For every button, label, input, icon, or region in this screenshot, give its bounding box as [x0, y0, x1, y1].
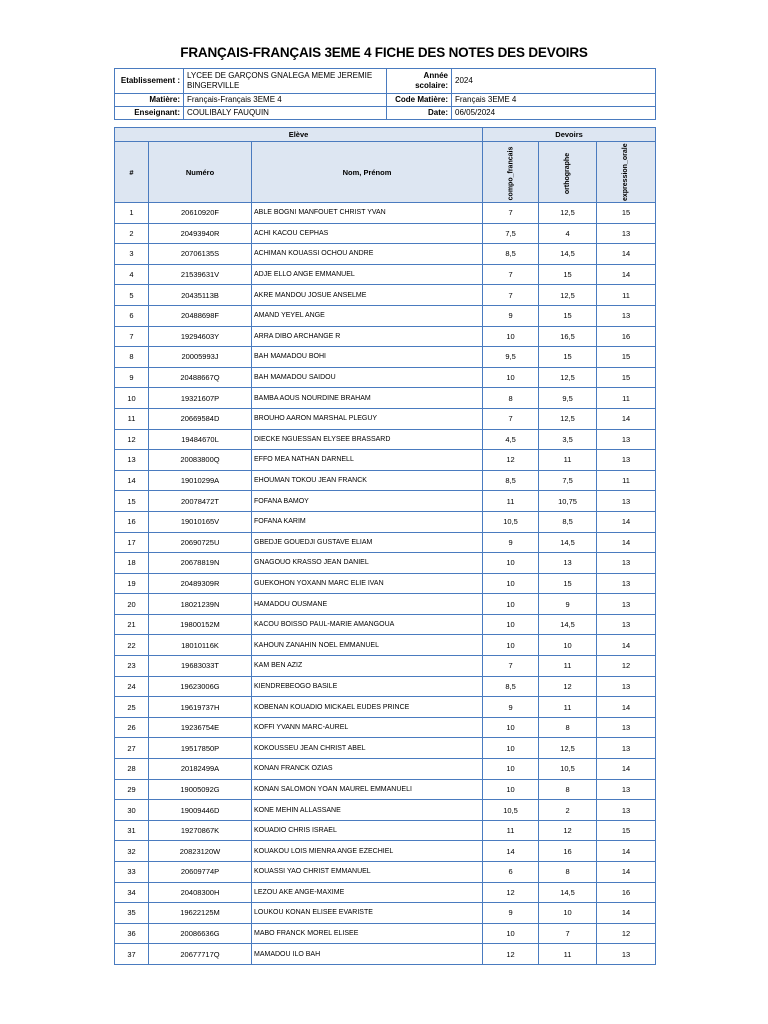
row-ortho-grade: 10 [539, 635, 597, 656]
row-index: 11 [115, 408, 149, 429]
row-numero: 19623006G [149, 676, 252, 697]
row-ortho-grade: 12,5 [539, 285, 597, 306]
row-index: 28 [115, 759, 149, 780]
row-ortho-grade: 7,5 [539, 470, 597, 491]
table-row [115, 882, 656, 903]
row-name: FOFANA KARIM [252, 511, 483, 532]
row-compo-grade: 9 [483, 903, 539, 924]
row-compo-grade: 10 [483, 326, 539, 347]
row-ortho-grade: 11 [539, 656, 597, 677]
row-index: 9 [115, 367, 149, 388]
row-compo-grade: 10 [483, 738, 539, 759]
row-name: KOBENAN KOUADIO MICKAEL EUDES PRINCE [252, 697, 483, 718]
row-name: KACOU BOISSO PAUL-MARIE AMANGOUA [252, 614, 483, 635]
row-compo-grade: 7 [483, 408, 539, 429]
table-row [115, 491, 656, 512]
row-index: 35 [115, 903, 149, 924]
row-name: GNAGOUO KRASSO JEAN DANIEL [252, 553, 483, 574]
row-compo-grade: 10 [483, 923, 539, 944]
row-numero: 20690725U [149, 532, 252, 553]
row-numero: 20488698F [149, 305, 252, 326]
table-row [115, 759, 656, 780]
row-name: ABLE BOGNI MANFOUET CHRIST YVAN [252, 203, 483, 224]
row-expression-grade: 12 [597, 923, 656, 944]
row-name: ACHIMAN KOUASSI OCHOU ANDRE [252, 244, 483, 265]
row-expression-grade: 14 [597, 244, 656, 265]
grades-table [114, 127, 656, 965]
row-expression-grade: 13 [597, 450, 656, 471]
row-name: AKRE MANDOU JOSUE ANSELME [252, 285, 483, 306]
row-index: 16 [115, 511, 149, 532]
row-name: KONAN FRANCK OZIAS [252, 759, 483, 780]
row-name: KOUASSI YAO CHRIST EMMANUEL [252, 862, 483, 883]
row-numero: 20408300H [149, 882, 252, 903]
group-eleve-header: Elève [115, 128, 483, 142]
table-row [115, 347, 656, 368]
row-numero: 19009446D [149, 800, 252, 821]
row-ortho-grade: 7 [539, 923, 597, 944]
row-expression-grade: 13 [597, 717, 656, 738]
row-numero: 20610920F [149, 203, 252, 224]
row-ortho-grade: 16,5 [539, 326, 597, 347]
row-expression-grade: 12 [597, 656, 656, 677]
row-expression-grade: 14 [597, 841, 656, 862]
row-index: 19 [115, 573, 149, 594]
row-index: 5 [115, 285, 149, 306]
row-index: 33 [115, 862, 149, 883]
table-row [115, 697, 656, 718]
row-index: 2 [115, 223, 149, 244]
row-expression-grade: 14 [597, 635, 656, 656]
annee-label: Année scolaire: [387, 69, 452, 94]
row-index: 20 [115, 594, 149, 615]
row-name: KOFFI YVANN MARC-AUREL [252, 717, 483, 738]
row-compo-grade: 10 [483, 779, 539, 800]
row-numero: 19683033T [149, 656, 252, 677]
row-index: 30 [115, 800, 149, 821]
row-name: MABO FRANCK MOREL ELISEE [252, 923, 483, 944]
page-title: FRANÇAIS-FRANÇAIS 3EME 4 FICHE DES NOTES DES DEVOIRS [180, 45, 588, 60]
row-ortho-grade: 15 [539, 573, 597, 594]
row-compo-grade: 10,5 [483, 800, 539, 821]
row-index: 13 [115, 450, 149, 471]
row-ortho-grade: 10,75 [539, 491, 597, 512]
row-numero: 19005092G [149, 779, 252, 800]
row-index: 3 [115, 244, 149, 265]
row-compo-grade: 12 [483, 882, 539, 903]
row-compo-grade: 7 [483, 264, 539, 285]
row-ortho-grade: 15 [539, 305, 597, 326]
row-expression-grade: 14 [597, 532, 656, 553]
table-row [115, 594, 656, 615]
row-ortho-grade: 12,5 [539, 408, 597, 429]
col-numero-header: Numéro [149, 142, 252, 203]
table-row [115, 285, 656, 306]
date-value: 06/05/2024 [452, 107, 656, 120]
row-ortho-grade: 12,5 [539, 738, 597, 759]
row-numero: 20678819N [149, 553, 252, 574]
row-numero: 19270867K [149, 820, 252, 841]
table-row [115, 367, 656, 388]
row-index: 1 [115, 203, 149, 224]
row-compo-grade: 11 [483, 820, 539, 841]
table-row [115, 573, 656, 594]
row-name: FOFANA BAMOY [252, 491, 483, 512]
row-ortho-grade: 12,5 [539, 367, 597, 388]
table-row [115, 264, 656, 285]
row-name: GUEKOHON YOXANN MARC ELIE IVAN [252, 573, 483, 594]
row-numero: 20086636G [149, 923, 252, 944]
row-ortho-grade: 14,5 [539, 614, 597, 635]
row-ortho-grade: 14,5 [539, 532, 597, 553]
row-numero: 21539631V [149, 264, 252, 285]
date-label: Date: [387, 107, 452, 120]
row-compo-grade: 6 [483, 862, 539, 883]
row-compo-grade: 14 [483, 841, 539, 862]
row-expression-grade: 15 [597, 347, 656, 368]
row-ortho-grade: 9,5 [539, 388, 597, 409]
row-name: EHOUMAN TOKOU JEAN FRANCK [252, 470, 483, 491]
row-numero: 20489309R [149, 573, 252, 594]
row-expression-grade: 13 [597, 573, 656, 594]
code-matiere-label: Code Matière: [387, 94, 452, 107]
row-name: HAMADOU OUSMANE [252, 594, 483, 615]
row-expression-grade: 14 [597, 759, 656, 780]
enseignant-value: COULIBALY FAUQUIN [184, 107, 387, 120]
table-row [115, 676, 656, 697]
row-numero: 19236754E [149, 717, 252, 738]
row-expression-grade: 13 [597, 779, 656, 800]
row-numero: 19294603Y [149, 326, 252, 347]
row-ortho-grade: 2 [539, 800, 597, 821]
enseignant-label: Enseignant: [115, 107, 184, 120]
row-compo-grade: 9 [483, 532, 539, 553]
etablissement-label: Etablissement : [115, 69, 184, 94]
row-compo-grade: 10 [483, 553, 539, 574]
group-devoirs-header: Devoirs [483, 128, 656, 142]
row-expression-grade: 14 [597, 408, 656, 429]
row-name: KIENDREBEOGO BASILE [252, 676, 483, 697]
table-row [115, 656, 656, 677]
row-name: KOUAKOU LOIS MIENRA ANGE EZECHIEL [252, 841, 483, 862]
row-compo-grade: 12 [483, 450, 539, 471]
row-name: ACHI KACOU CEPHAS [252, 223, 483, 244]
col-ortho-header [539, 142, 597, 203]
col-expression-header [597, 142, 656, 203]
table-row [115, 923, 656, 944]
row-numero: 20609774P [149, 862, 252, 883]
row-numero: 20435113B [149, 285, 252, 306]
row-numero: 19619737H [149, 697, 252, 718]
row-index: 29 [115, 779, 149, 800]
row-index: 7 [115, 326, 149, 347]
table-row [115, 738, 656, 759]
row-expression-grade: 13 [597, 429, 656, 450]
row-index: 6 [115, 305, 149, 326]
row-ortho-grade: 12 [539, 820, 597, 841]
row-index: 23 [115, 656, 149, 677]
row-name: BAH MAMADOU BOHI [252, 347, 483, 368]
row-index: 14 [115, 470, 149, 491]
col-ortho-label: orthographe [564, 152, 572, 194]
row-numero: 18021239N [149, 594, 252, 615]
row-index: 8 [115, 347, 149, 368]
row-expression-grade: 13 [597, 491, 656, 512]
row-numero: 20005993J [149, 347, 252, 368]
row-numero: 19484670L [149, 429, 252, 450]
row-numero: 19622125M [149, 903, 252, 924]
table-row [115, 450, 656, 471]
table-row [115, 326, 656, 347]
row-ortho-grade: 15 [539, 264, 597, 285]
row-name: AMAND YEYEL ANGE [252, 305, 483, 326]
row-index: 24 [115, 676, 149, 697]
row-expression-grade: 15 [597, 367, 656, 388]
table-row [115, 635, 656, 656]
row-numero: 20182499A [149, 759, 252, 780]
table-row [115, 429, 656, 450]
col-expression-label: expression_orale [622, 143, 630, 201]
row-numero: 19517850P [149, 738, 252, 759]
row-name: BAH MAMADOU SAIDOU [252, 367, 483, 388]
row-ortho-grade: 14,5 [539, 244, 597, 265]
col-compo-label: compo_francais [507, 146, 515, 200]
table-row [115, 800, 656, 821]
row-ortho-grade: 10,5 [539, 759, 597, 780]
row-expression-grade: 14 [597, 511, 656, 532]
row-ortho-grade: 12 [539, 676, 597, 697]
row-index: 26 [115, 717, 149, 738]
row-name: GBEDJE GOUEDJI GUSTAVE ELIAM [252, 532, 483, 553]
row-compo-grade: 10 [483, 759, 539, 780]
table-row [115, 903, 656, 924]
table-row [115, 614, 656, 635]
row-numero: 20493940R [149, 223, 252, 244]
row-name: KAM BEN AZIZ [252, 656, 483, 677]
row-index: 27 [115, 738, 149, 759]
table-row [115, 388, 656, 409]
col-num-header: # [115, 142, 149, 203]
row-numero: 19010299A [149, 470, 252, 491]
row-expression-grade: 11 [597, 285, 656, 306]
row-compo-grade: 8 [483, 388, 539, 409]
row-compo-grade: 9,5 [483, 347, 539, 368]
row-ortho-grade: 8 [539, 779, 597, 800]
table-row [115, 470, 656, 491]
row-expression-grade: 13 [597, 223, 656, 244]
row-index: 32 [115, 841, 149, 862]
row-index: 25 [115, 697, 149, 718]
row-numero: 20669584D [149, 408, 252, 429]
row-compo-grade: 9 [483, 697, 539, 718]
col-nom-header: Nom, Prénom [252, 142, 483, 203]
code-matiere-value: Français 3EME 4 [452, 94, 656, 107]
row-compo-grade: 12 [483, 944, 539, 965]
row-index: 18 [115, 553, 149, 574]
row-numero: 19321607P [149, 388, 252, 409]
row-compo-grade: 10 [483, 717, 539, 738]
col-compo-header [483, 142, 539, 203]
row-expression-grade: 13 [597, 944, 656, 965]
row-name: DIECKE NGUESSAN ELYSEE BRASSARD [252, 429, 483, 450]
row-ortho-grade: 11 [539, 697, 597, 718]
row-ortho-grade: 14,5 [539, 882, 597, 903]
row-index: 31 [115, 820, 149, 841]
row-expression-grade: 14 [597, 697, 656, 718]
table-row [115, 408, 656, 429]
row-name: ARRA DIBO ARCHANGE R [252, 326, 483, 347]
row-expression-grade: 13 [597, 800, 656, 821]
row-name: KAHOUN ZANAHIN NOEL EMMANUEL [252, 635, 483, 656]
row-expression-grade: 11 [597, 470, 656, 491]
row-ortho-grade: 9 [539, 594, 597, 615]
row-numero: 20706135S [149, 244, 252, 265]
row-numero: 20083800Q [149, 450, 252, 471]
table-row [115, 511, 656, 532]
row-compo-grade: 11 [483, 491, 539, 512]
table-row [115, 820, 656, 841]
row-numero: 20677717Q [149, 944, 252, 965]
row-index: 4 [115, 264, 149, 285]
table-row [115, 944, 656, 965]
matiere-label: Matière: [115, 94, 184, 107]
row-compo-grade: 10 [483, 635, 539, 656]
row-compo-grade: 9 [483, 305, 539, 326]
row-expression-grade: 15 [597, 203, 656, 224]
row-expression-grade: 16 [597, 882, 656, 903]
matiere-value: Français-Français 3EME 4 [184, 94, 387, 107]
grade-rows [115, 203, 656, 965]
row-ortho-grade: 13 [539, 553, 597, 574]
row-expression-grade: 13 [597, 305, 656, 326]
row-name: KOKOUSSEU JEAN CHRIST ABEL [252, 738, 483, 759]
row-compo-grade: 4,5 [483, 429, 539, 450]
row-numero: 20488667Q [149, 367, 252, 388]
row-name: LOUKOU KONAN ELISEE EVARISTE [252, 903, 483, 924]
info-table [114, 68, 656, 120]
row-expression-grade: 13 [597, 553, 656, 574]
row-compo-grade: 10 [483, 614, 539, 635]
row-ortho-grade: 11 [539, 450, 597, 471]
table-row [115, 223, 656, 244]
table-row [115, 203, 656, 224]
row-compo-grade: 8,5 [483, 244, 539, 265]
row-ortho-grade: 12,5 [539, 203, 597, 224]
row-index: 12 [115, 429, 149, 450]
row-name: LEZOU AKE ANGE-MAXIME [252, 882, 483, 903]
row-expression-grade: 15 [597, 820, 656, 841]
row-index: 17 [115, 532, 149, 553]
row-index: 22 [115, 635, 149, 656]
row-name: MAMADOU ILO BAH [252, 944, 483, 965]
table-row [115, 779, 656, 800]
row-compo-grade: 7,5 [483, 223, 539, 244]
row-expression-grade: 14 [597, 264, 656, 285]
row-compo-grade: 10 [483, 594, 539, 615]
row-index: 15 [115, 491, 149, 512]
row-ortho-grade: 10 [539, 903, 597, 924]
row-name: KONE MEHIN ALLASSANE [252, 800, 483, 821]
row-name: KOUADIO CHRIS ISRAEL [252, 820, 483, 841]
row-numero: 19010165V [149, 511, 252, 532]
row-compo-grade: 10,5 [483, 511, 539, 532]
table-row [115, 532, 656, 553]
table-row [115, 305, 656, 326]
row-compo-grade: 10 [483, 573, 539, 594]
row-ortho-grade: 8,5 [539, 511, 597, 532]
row-expression-grade: 14 [597, 862, 656, 883]
row-numero: 19800152M [149, 614, 252, 635]
row-index: 37 [115, 944, 149, 965]
row-compo-grade: 7 [483, 203, 539, 224]
row-index: 10 [115, 388, 149, 409]
row-compo-grade: 10 [483, 367, 539, 388]
row-ortho-grade: 16 [539, 841, 597, 862]
row-expression-grade: 11 [597, 388, 656, 409]
row-expression-grade: 16 [597, 326, 656, 347]
row-compo-grade: 7 [483, 656, 539, 677]
row-expression-grade: 13 [597, 614, 656, 635]
row-expression-grade: 13 [597, 738, 656, 759]
row-name: BAMBA AOUS NOURDINE BRAHAM [252, 388, 483, 409]
row-ortho-grade: 4 [539, 223, 597, 244]
row-expression-grade: 14 [597, 903, 656, 924]
row-ortho-grade: 3,5 [539, 429, 597, 450]
row-name: KONAN SALOMON YOAN MAUREL EMMANUELI [252, 779, 483, 800]
table-row [115, 862, 656, 883]
row-index: 21 [115, 614, 149, 635]
table-row [115, 841, 656, 862]
table-row [115, 244, 656, 265]
row-ortho-grade: 8 [539, 862, 597, 883]
row-index: 34 [115, 882, 149, 903]
row-ortho-grade: 11 [539, 944, 597, 965]
row-compo-grade: 8,5 [483, 676, 539, 697]
row-compo-grade: 7 [483, 285, 539, 306]
row-compo-grade: 8,5 [483, 470, 539, 491]
table-row [115, 717, 656, 738]
annee-value: 2024 [452, 69, 656, 94]
row-name: ADJE ELLO ANGE EMMANUEL [252, 264, 483, 285]
row-numero: 18010116K [149, 635, 252, 656]
row-index: 36 [115, 923, 149, 944]
table-row [115, 553, 656, 574]
row-ortho-grade: 15 [539, 347, 597, 368]
row-expression-grade: 13 [597, 676, 656, 697]
row-expression-grade: 13 [597, 594, 656, 615]
row-numero: 20078472T [149, 491, 252, 512]
row-name: BROUHO AARON MARSHAL PLEGUY [252, 408, 483, 429]
row-numero: 20823120W [149, 841, 252, 862]
etablissement-value: LYCEE DE GARÇONS GNALEGA MEME JEREMIE BINGERVILLE [184, 69, 387, 94]
row-ortho-grade: 8 [539, 717, 597, 738]
row-name: EFFO MEA NATHAN DARNELL [252, 450, 483, 471]
